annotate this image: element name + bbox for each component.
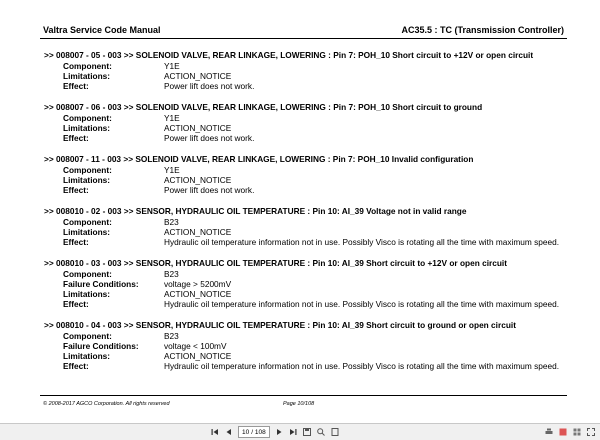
- field-row: [44, 289, 584, 299]
- service-code-entry: [44, 102, 584, 143]
- total-pages: / 108: [251, 428, 266, 436]
- field-row: [44, 331, 584, 341]
- field-value: ACTION_NOTICE: [164, 175, 232, 185]
- service-code-entry: [44, 154, 584, 195]
- field-label: Component:: [63, 165, 112, 175]
- field-row: [44, 361, 584, 371]
- field-row: [44, 71, 584, 81]
- previous-page-icon: [225, 428, 233, 436]
- field-row: [44, 165, 584, 175]
- field-row: [44, 351, 584, 361]
- field-row: [44, 217, 584, 227]
- save-button[interactable]: [302, 427, 312, 437]
- field-value: Power lift does not work.: [164, 133, 255, 143]
- field-label: Effect:: [63, 133, 89, 143]
- service-code-title: >> 008010 - 03 - 003 >> SENSOR, HYDRAULIC OIL TEMPERATURE : Pin 10: AI_39 Short circuit to +12V or open circuit: [44, 258, 507, 268]
- field-row: [44, 237, 584, 247]
- last-page-button[interactable]: [288, 427, 298, 437]
- last-page-icon: [289, 428, 297, 436]
- manual-title: Valtra Service Code Manual: [43, 25, 161, 35]
- field-row: [44, 175, 584, 185]
- field-row: [44, 279, 584, 289]
- service-code-entry: [44, 206, 584, 247]
- field-value: Hydraulic oil temperature information not in use. Possibly Visco is rotating all the time with maximum speed.: [164, 237, 560, 247]
- service-code-title: >> 008010 - 02 - 003 >> SENSOR, HYDRAULIC OIL TEMPERATURE : Pin 10: AI_39 Voltage not in valid range: [44, 206, 467, 216]
- service-code-title: >> 008007 - 06 - 003 >> SOLENOID VALVE, REAR LINKAGE, LOWERING : Pin 7: POH_10 Short circuit to ground: [44, 102, 483, 112]
- field-label: Component:: [63, 113, 112, 123]
- fullscreen-icon: [587, 428, 595, 436]
- field-label: Effect:: [63, 299, 89, 309]
- next-page-button[interactable]: [274, 427, 284, 437]
- copyright-text: © 2008-2017 AGCO Corporation. All rights reserved: [43, 401, 170, 407]
- header-divider: [40, 38, 567, 39]
- field-value: B23: [164, 217, 179, 227]
- field-value: Hydraulic oil temperature information not in use. Possibly Visco is rotating all the time with maximum speed.: [164, 361, 560, 371]
- zoom-button[interactable]: [316, 427, 326, 437]
- grid-view-button[interactable]: [572, 427, 582, 437]
- field-label: Effect:: [63, 237, 89, 247]
- current-page-input[interactable]: 10: [242, 428, 250, 436]
- zoom-icon: [317, 428, 325, 436]
- field-label: Effect:: [63, 361, 89, 371]
- footer-divider: [40, 395, 567, 396]
- page-indicator[interactable]: [238, 426, 270, 438]
- field-label: Component:: [63, 331, 112, 341]
- field-row: [44, 269, 584, 279]
- field-row: [44, 113, 584, 123]
- field-row: [44, 81, 584, 91]
- field-value: B23: [164, 269, 179, 279]
- field-label: Limitations:: [63, 175, 111, 185]
- field-value: voltage < 100mV: [164, 341, 227, 351]
- fit-page-button[interactable]: [330, 427, 340, 437]
- service-code-title: >> 008007 - 11 - 003 >> SOLENOID VALVE, REAR LINKAGE, LOWERING : Pin 7: POH_10 Invalid configuration: [44, 154, 474, 164]
- next-page-icon: [275, 428, 283, 436]
- print-button[interactable]: [544, 427, 554, 437]
- previous-page-button[interactable]: [224, 427, 234, 437]
- field-value: Hydraulic oil temperature information not in use. Possibly Visco is rotating all the time with maximum speed.: [164, 299, 560, 309]
- field-row: [44, 123, 584, 133]
- fit-page-icon: [331, 428, 339, 436]
- service-code-title: >> 008010 - 04 - 003 >> SENSOR, HYDRAULIC OIL TEMPERATURE : Pin 10: AI_39 Short circuit to ground or open circuit: [44, 320, 516, 330]
- service-code-list: [44, 50, 584, 382]
- field-label: Component:: [63, 217, 112, 227]
- field-label: Limitations:: [63, 227, 111, 237]
- field-value: Power lift does not work.: [164, 185, 255, 195]
- service-code-entry: [44, 258, 584, 309]
- field-label: Component:: [63, 269, 112, 279]
- field-row: [44, 341, 584, 351]
- field-label: Failure Conditions:: [63, 341, 139, 351]
- field-row: [44, 299, 584, 309]
- field-row: [44, 133, 584, 143]
- field-value: ACTION_NOTICE: [164, 351, 232, 361]
- field-label: Limitations:: [63, 123, 111, 133]
- field-row: [44, 227, 584, 237]
- field-row: [44, 61, 584, 71]
- service-code-entry: [44, 50, 584, 91]
- print-icon: [545, 428, 553, 436]
- field-label: Effect:: [63, 185, 89, 195]
- field-value: ACTION_NOTICE: [164, 123, 232, 133]
- grid-view-icon: [573, 428, 581, 436]
- viewer-toolbar: [0, 423, 600, 440]
- section-title: AC35.5 : TC (Transmission Controller): [401, 25, 564, 35]
- field-label: Limitations:: [63, 71, 111, 81]
- field-value: ACTION_NOTICE: [164, 227, 232, 237]
- field-row: [44, 185, 584, 195]
- first-page-button[interactable]: [210, 427, 220, 437]
- service-code-title: >> 008007 - 05 - 003 >> SOLENOID VALVE, REAR LINKAGE, LOWERING : Pin 7: POH_10 Short circuit to +12V or open circuit: [44, 50, 534, 60]
- field-value: voltage > 5200mV: [164, 279, 232, 289]
- field-value: B23: [164, 331, 179, 341]
- field-value: ACTION_NOTICE: [164, 71, 232, 81]
- field-label: Effect:: [63, 81, 89, 91]
- save-icon: [303, 428, 311, 436]
- field-value: Y1E: [164, 165, 180, 175]
- field-value: Y1E: [164, 61, 180, 71]
- page-number: Page 10/108: [283, 401, 315, 407]
- field-label: Limitations:: [63, 351, 111, 361]
- field-value: ACTION_NOTICE: [164, 289, 232, 299]
- service-code-entry: [44, 320, 584, 371]
- field-label: Failure Conditions:: [63, 279, 139, 289]
- field-value: Y1E: [164, 113, 180, 123]
- tools-button[interactable]: [558, 427, 568, 437]
- tools-icon: [559, 428, 567, 436]
- field-label: Component:: [63, 61, 112, 71]
- field-value: Power lift does not work.: [164, 81, 255, 91]
- first-page-icon: [211, 428, 219, 436]
- field-label: Limitations:: [63, 289, 111, 299]
- fullscreen-button[interactable]: [586, 427, 596, 437]
